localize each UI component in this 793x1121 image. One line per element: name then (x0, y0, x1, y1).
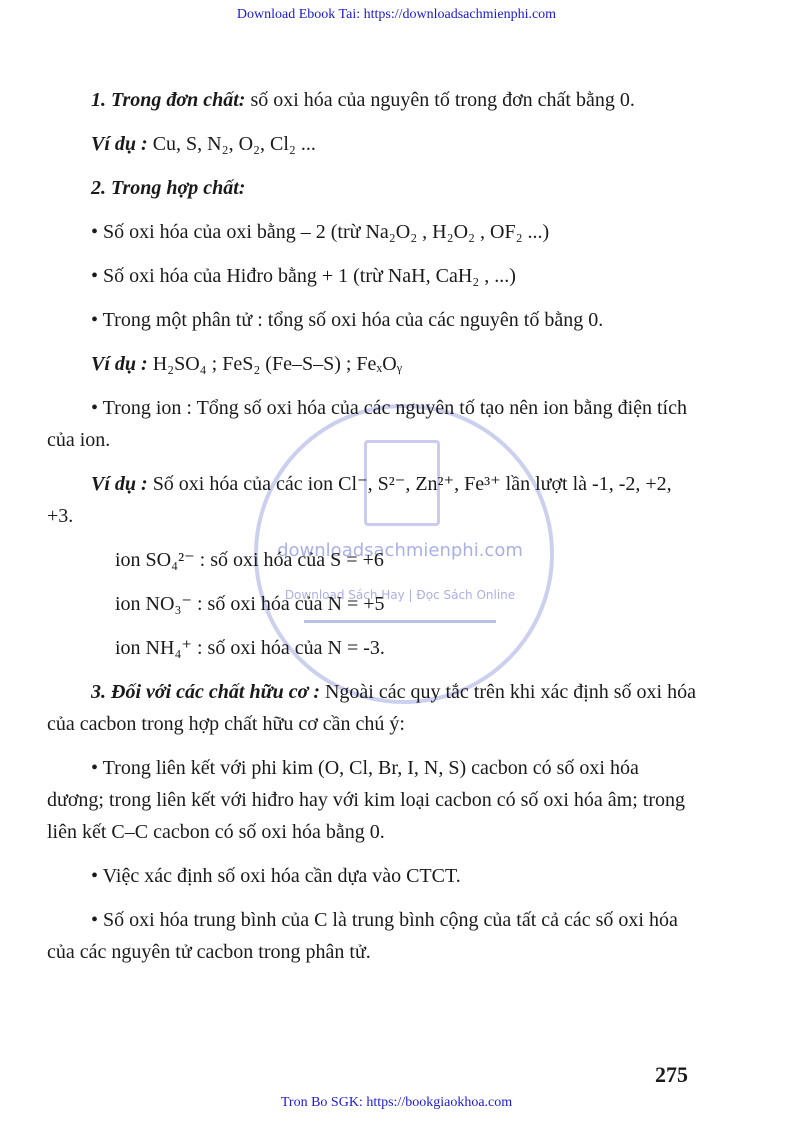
bullet-hydrogen: • Số oxi hóa của Hiđro bằng + 1 (trừ NaH, CaH₂ , ...) (91, 265, 516, 287)
download-header[interactable]: Download Ebook Tai: https://downloadsachmienphi.com (236, 7, 557, 22)
watermark-url: downloadsachmienphi.com (277, 540, 523, 561)
section1-text: số oxi hóa của nguyên tố trong đơn chất bằng 0. (245, 89, 635, 111)
section3-paragraph (47, 676, 697, 740)
download-footer[interactable]: Tron Bo SGK: https://bookgiaokhoa.com (280, 1095, 513, 1110)
example-label: Ví dụ : (91, 473, 148, 495)
section2-example (47, 348, 697, 380)
section2-heading: 2. Trong hợp chất: (91, 177, 246, 199)
section3-heading: 3. Đối với các chất hữu cơ : (91, 681, 320, 703)
ion-example-text: Số oxi hóa của các ion Cl⁻, S²⁻, Zn²⁺, Fe³⁺ lần lượt là -1, -2, +2, +3. (47, 473, 672, 527)
section1-paragraph (47, 84, 697, 116)
bullet-oxygen: • Số oxi hóa của oxi bằng – 2 (trừ Na₂O₂ , H₂O₂ , OF₂ ...) (91, 221, 550, 243)
page-number: 275 (655, 1062, 688, 1087)
example-label: Ví dụ : (91, 353, 148, 375)
section2-heading-paragraph (47, 172, 697, 204)
watermark-tagline: Download Sách Hay | Đọc Sách Online (284, 588, 516, 602)
section3-text: Ngoài các quy tắc trên khi xác định số oxi hóa của cacbon trong hợp chất hữu cơ cần chú ý: (47, 681, 696, 735)
section1-example (47, 128, 697, 160)
bullet-ion: • Trong ion : Tổng số oxi hóa của các nguyên tố tạo nên ion bằng điện tích của ion. (47, 397, 687, 451)
example-label: Ví dụ : (91, 133, 148, 155)
main-content (47, 84, 697, 980)
example-formulas: H₂SO₄ ; FeS₂ (Fe–S–S) ; FeₓOᵧ (152, 353, 402, 375)
bullet-organic-bond: • Trong liên kết với phi kim (O, Cl, Br, I, N, S) cacbon có số oxi hóa dương; trong liên kết với hiđro hay với kim loại cacbon có số oxi hóa âm; trong liên kết C–C cacbon có số oxi hóa bằng 0. (47, 757, 686, 843)
ion-nitrate: ion NO₃⁻ : số oxi hóa của N = +5 (115, 593, 385, 615)
example-formulas: Cu, S, N₂, O₂, Cl₂ ... (152, 133, 316, 155)
ion-ammonium: ion NH₄⁺ : số oxi hóa của N = -3. (115, 637, 385, 659)
bullet-average: • Số oxi hóa trung bình của C là trung bình cộng của tất cả các số oxi hóa của các nguyên tử cacbon trong phân tử. (47, 909, 678, 963)
ion-sulfate: ion SO₄²⁻ : số oxi hóa của S = +6 (115, 549, 384, 571)
ion-example (47, 468, 697, 532)
section1-heading: 1. Trong đơn chất: (91, 89, 246, 111)
bullet-ctct: • Việc xác định số oxi hóa cần dựa vào CTCT. (91, 865, 461, 887)
bullet-molecule: • Trong một phân tử : tổng số oxi hóa của các nguyên tố bằng 0. (91, 309, 604, 331)
